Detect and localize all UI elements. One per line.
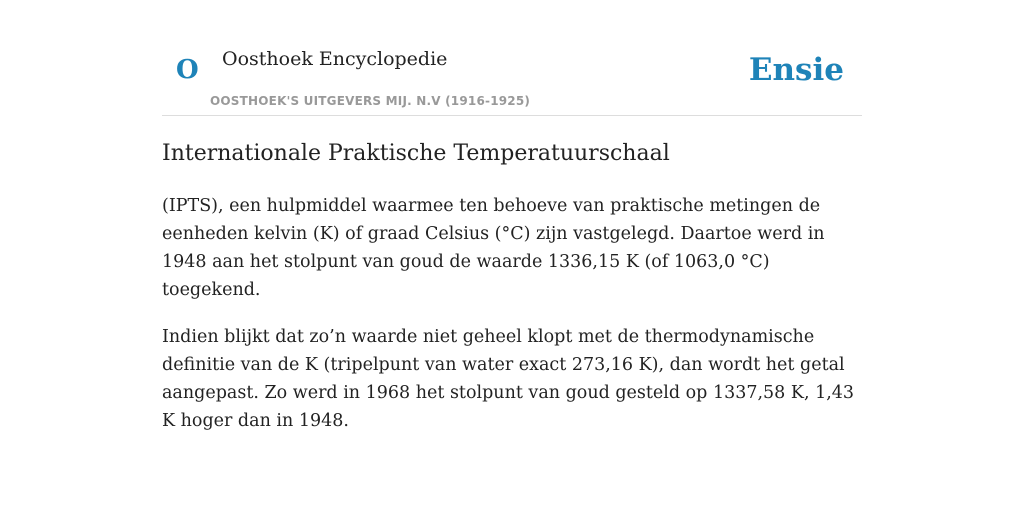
article-paragraph: Indien blijkt dat zo’n waarde niet geheel klopt met de thermodynamische definitie van de K (tripelpunt van water exact 273,16 K), dan wordt het getal aangepast. Zo werd in 1968 het stolpunt van goud gesteld op 1337,58 K, 1,43 K hoger dan in 1948.: [162, 327, 855, 431]
ensie-home-link[interactable]: Ensie: [748, 52, 844, 88]
publisher-subtitle: OOSTHOEK'S UITGEVERS MIJ. N.V (1916-1925): [210, 94, 531, 108]
article-paragraph: (IPTS), een hulpmiddel waarmee ten behoeve van praktische metingen de eenheden kelvin (K) of graad Celsius (°C) zijn vastgelegd. Daartoe werd in 1948 aan het stolpunt van goud de waarde 1336,15 K (of 1063,0 °C) toegekend.: [162, 196, 825, 300]
article: [162, 137, 862, 435]
article-title: Internationale Praktische Temperatuurschaal: [162, 141, 670, 166]
site-header: [162, 40, 862, 116]
encyclopedia-title[interactable]: Oosthoek Encyclopedie: [222, 48, 448, 70]
encyclopedia-logo[interactable]: O: [176, 55, 199, 85]
